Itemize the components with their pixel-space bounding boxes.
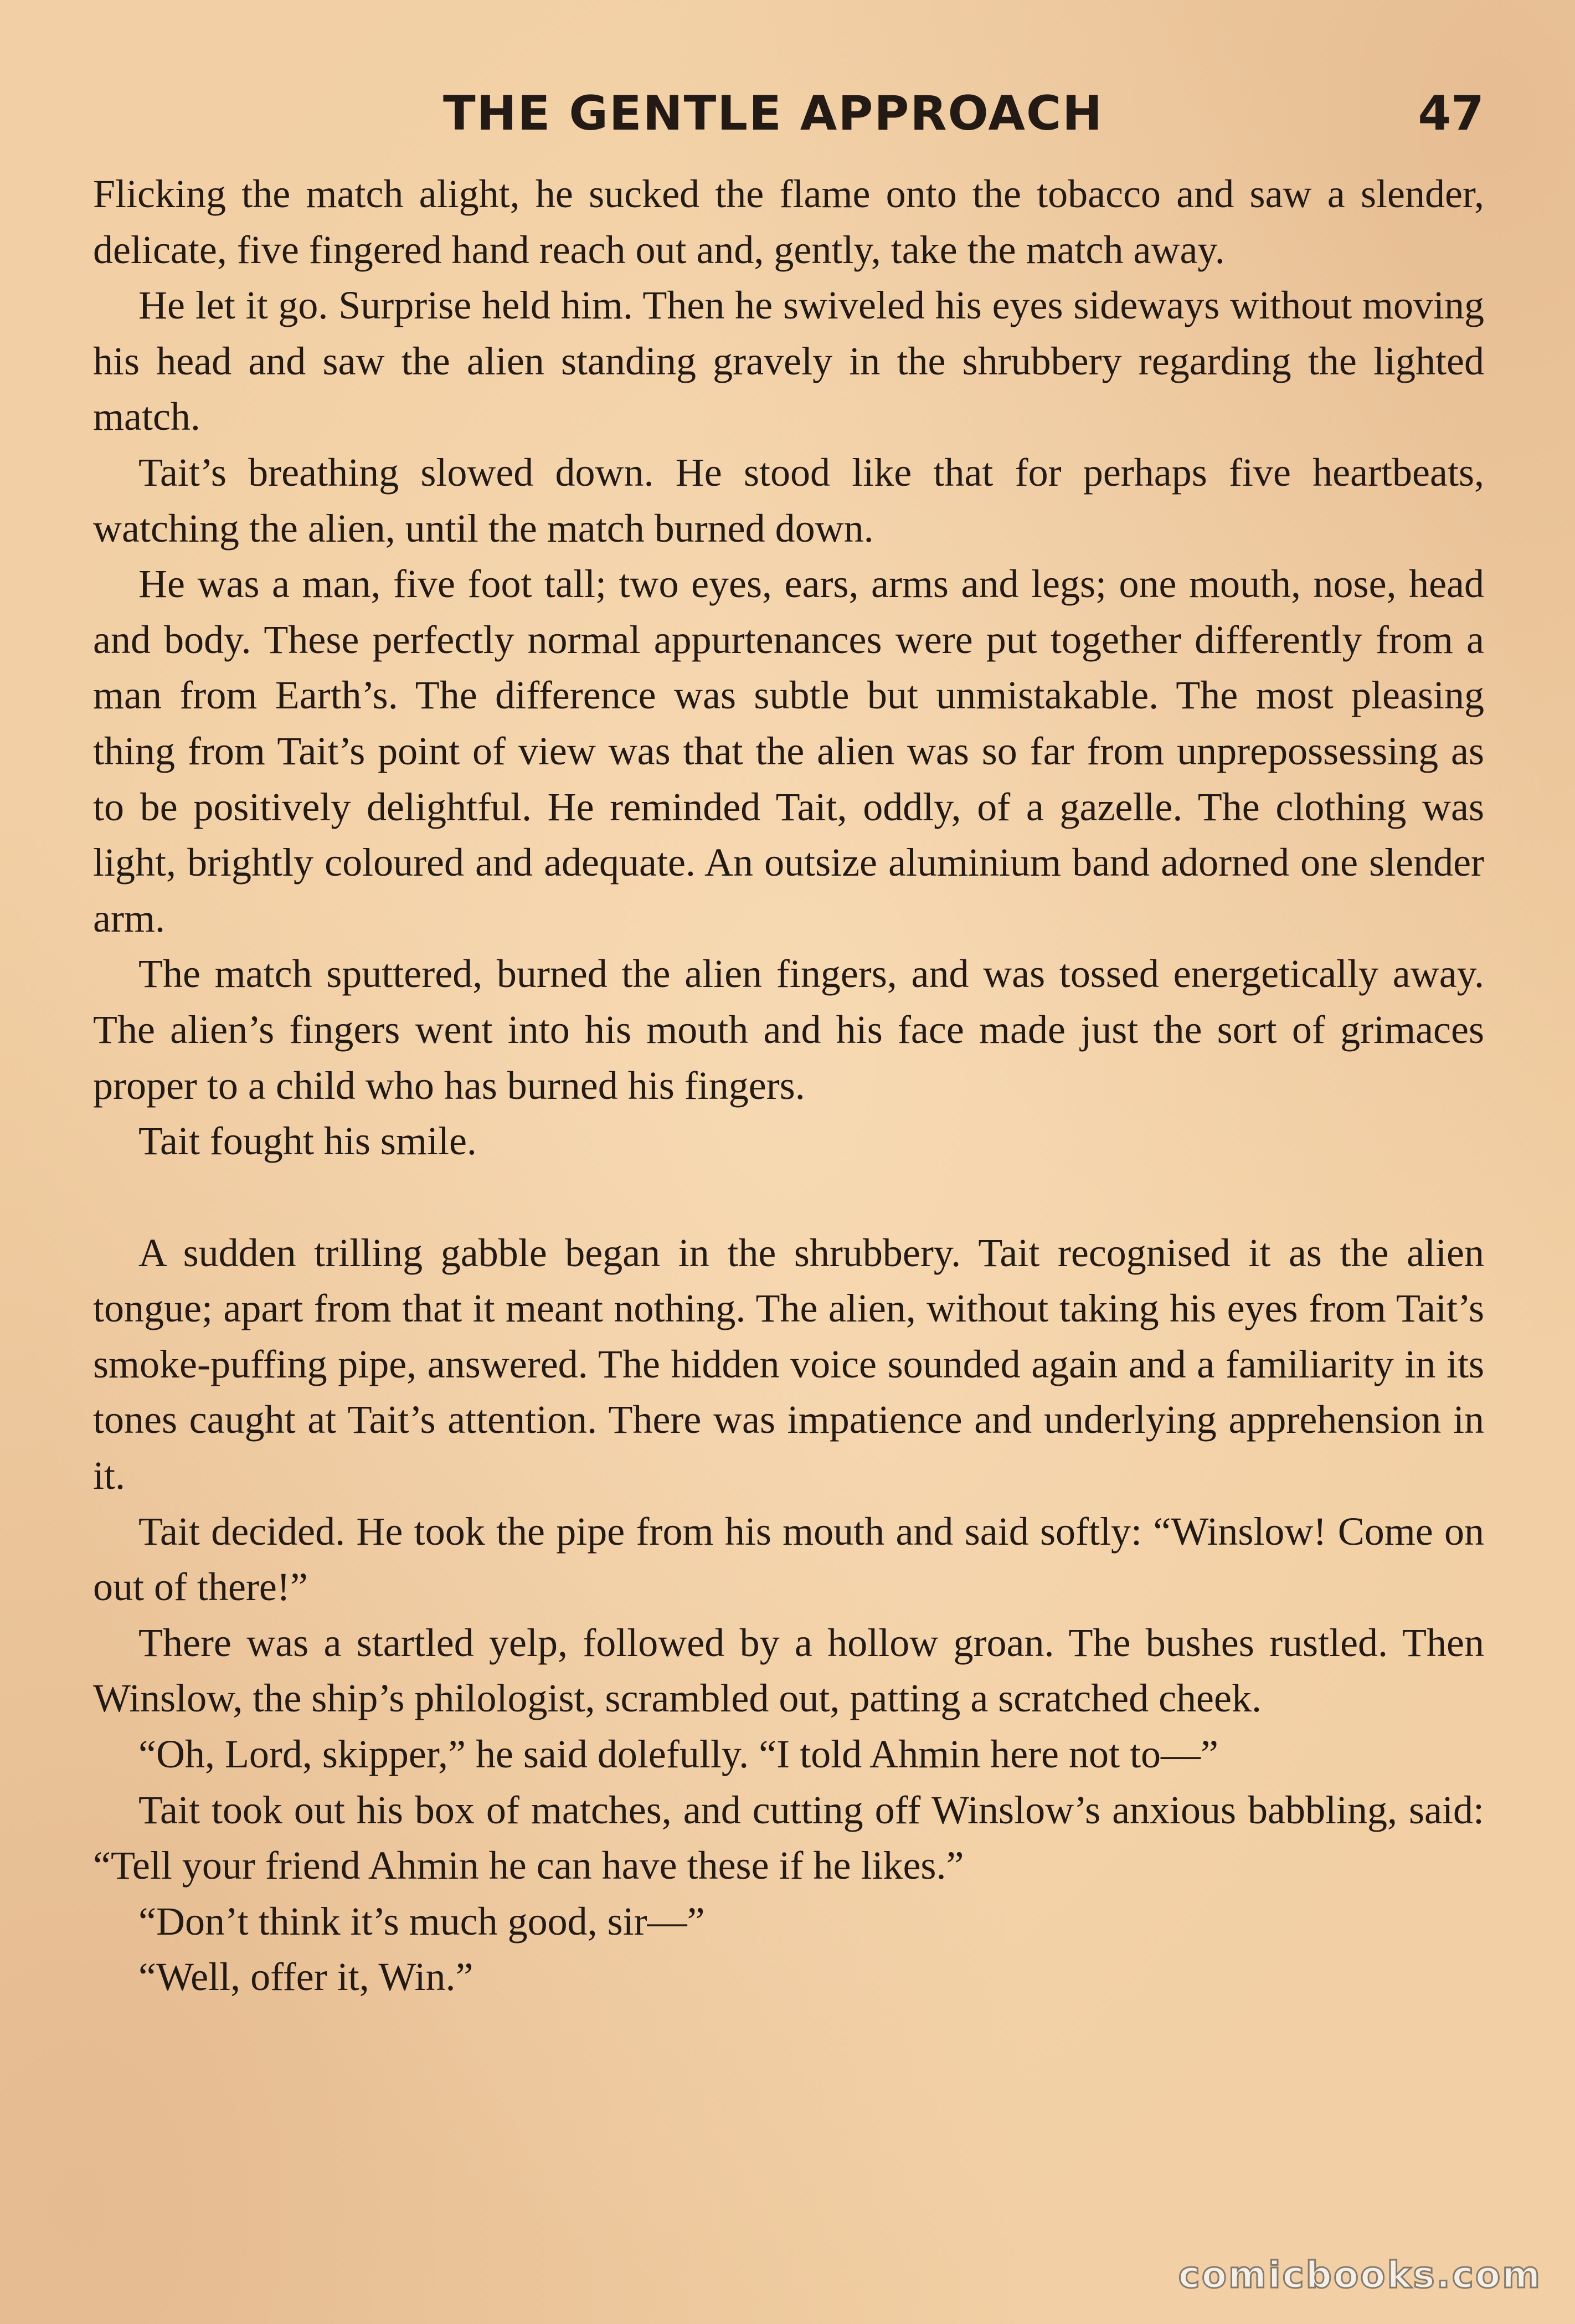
section-break — [93, 1169, 1484, 1225]
paragraph: The match sputtered, burned the alien fingers, and was tossed energetically away. The alien’s fingers went into his mouth and his face made just the sort of grimaces proper to a child who has burned his fingers. — [93, 952, 1484, 1108]
paragraph: Flicking the match alight, he sucked the flame onto the tobacco and saw a slender, delicate, five fingered hand reach out and, gently, take the match away. — [93, 172, 1484, 272]
paragraph: “Don’t think it’s much good, sir—” — [138, 1899, 705, 1943]
paragraph: Tait took out his box of matches, and cutting off Winslow’s anxious babbling, said: “Tell your friend Ahmin he can have these if he likes.” — [93, 1787, 1484, 1888]
paragraph: He was a man, five foot tall; two eyes, ears, arms and legs; one mouth, nose, head and body. These perfectly normal appurtenances were put together differently from a man from Earth’s. The difference was subtle but unmistakable. The most pleasing thing from Tait’s point of view was that the alien was so far from unprepossessing as to be positively delightful. He reminded Tait, oddly, of a gazelle. The clothing was light, brightly coloured and adequate. An outsize aluminium band adorned one slender arm. — [93, 562, 1484, 940]
paragraph: He let it go. Surprise held him. Then he swiveled his eyes sideways without moving his head and saw the alien standing gravely in the shrubbery regarding the lighted match. — [93, 283, 1484, 439]
chapter-title: THE GENTLE APPROACH — [443, 86, 1104, 141]
paragraph: Tait’s breathing slowed down. He stood like that for perhaps five heartbeats, watching the alien, until the match burned down. — [93, 450, 1484, 551]
book-page — [93, 83, 1484, 2276]
page-number: 47 — [1418, 86, 1484, 141]
paragraph: Tait decided. He took the pipe from his mouth and said softly: “Winslow! Come on out of there!” — [93, 1509, 1484, 1610]
paragraph: “Well, offer it, Win.” — [138, 1955, 473, 1999]
site-watermark: comicbooks.com — [1178, 2254, 1542, 2296]
running-head — [93, 83, 1484, 144]
paragraph: “Oh, Lord, skipper,” he said dolefully. “I told Ahmin here not to—” — [138, 1732, 1218, 1777]
text-body — [93, 166, 1484, 2005]
paragraph: There was a startled yelp, followed by a hollow groan. The bushes rustled. Then Winslow, the ship’s philologist, scrambled out, patting a scratched cheek. — [93, 1620, 1484, 1721]
paragraph: Tait fought his smile. — [138, 1119, 477, 1164]
paragraph: A sudden trilling gabble began in the shrubbery. Tait recognised it as the alien tongue; apart from that it meant nothing. The alien, without taking his eyes from Tait’s smoke-puffing pipe, answered. The hidden voice sounded again and a familiarity in its tones caught at Tait’s attention. There was impatience and underlying apprehension in it. — [93, 1230, 1484, 1498]
